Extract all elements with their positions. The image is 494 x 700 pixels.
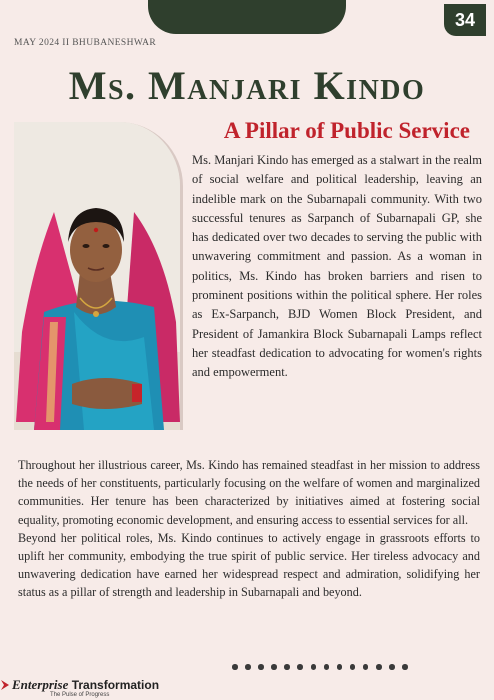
body-paragraph-1: Throughout her illustrious career, Ms. Kindo has remained steadfast in her mission to address the needs of her constituents, particularly focusing on the welfare of women and marginalized communities. Her tenure has been characterized by initiatives aimed at fostering social equality, promoting economic development, and ensuring access to essential services for all. <box>18 458 480 527</box>
brand-logo-icon <box>0 679 10 691</box>
article-subtitle: A Pillar of Public Service <box>223 118 470 143</box>
body-paragraph-2: Beyond her political roles, Ms. Kindo continues to actively engage in grassroots efforts to uplift her community, embodying the true spirit of public service. Her tireless advocacy and unwavering dedication have earned her widespread respect and admiration, solidifying her status as a pillar of strength and leadership in Subarnapali and beyond. <box>18 530 480 600</box>
portrait-photo <box>14 122 183 430</box>
page-number: 34 <box>444 4 486 36</box>
brand-name <box>12 677 159 693</box>
dateline: MAY 2024 II BHUBANESHWAR <box>14 38 157 48</box>
brand-word-enterprise: Enterprise <box>12 677 69 692</box>
article-title: Ms. Manjari Kindo <box>68 63 426 108</box>
decorative-dots <box>232 664 408 670</box>
brand-logo <box>0 676 200 700</box>
intro-paragraph: Ms. Manjari Kindo has emerged as a stalwart in the realm of social welfare and political leadership, leaving an indelible mark on the Subarnapali community. With two successful tenures as Sarpanch of Subarnapali GP, she has dedicated over two decades to serving the public with unwavering commitment and passion. As a woman in politics, Ms. Kindo has broken barriers and risen to prominent positions within the political sphere. Her roles as Ex-Sarpanch, BJD Women Block President, and President of Jamankira Block Subarnapali Lamps reflect her steadfast dedication to advocating for women's rights and empowerment. <box>192 153 482 380</box>
brand-word-transformation: Transformation <box>71 678 160 692</box>
top-header-tab <box>148 0 346 34</box>
body-text <box>18 456 480 602</box>
brand-tagline: The Pulse of Progress <box>50 692 110 698</box>
